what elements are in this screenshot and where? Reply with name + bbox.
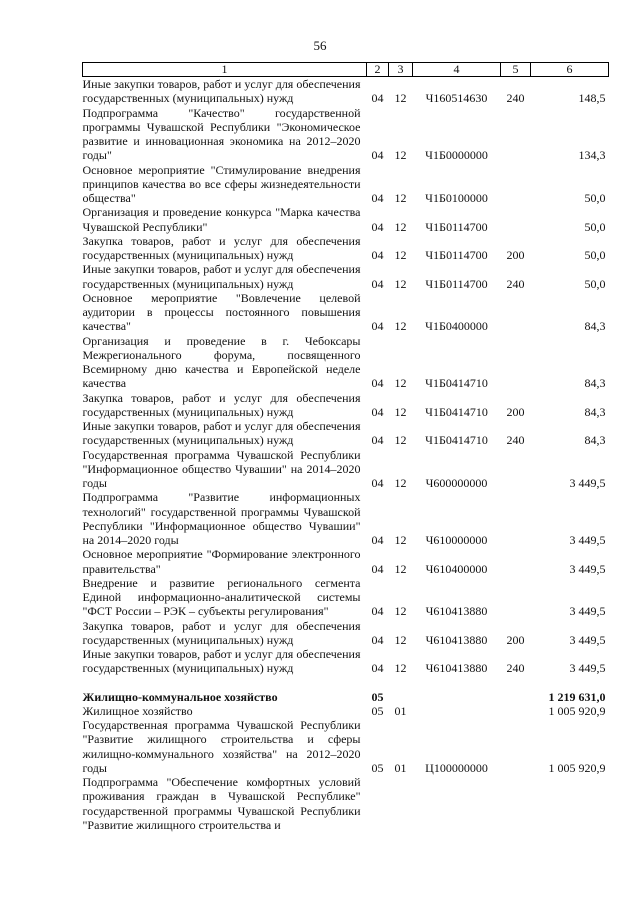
row-section: 04	[371, 148, 384, 163]
table-row	[83, 106, 609, 163]
row-section: 04	[371, 404, 384, 419]
row-subsection: 12	[394, 319, 407, 334]
row-target-article: Ч1Б0114700	[425, 219, 488, 234]
row-subsection: 12	[394, 404, 407, 419]
row-description: Иные закупки товаров, работ и услуг для обеспечения государственных (муниципальных) нужд	[82, 647, 361, 676]
row-amount: 50,0	[584, 219, 606, 234]
row-target-article: Ч1Б0400000	[425, 319, 488, 334]
row-description: Подпрограмма "Развитие информационных технологий" государственной программы Чувашской Республики "Информационное общество Чувашии" на 2014–2020 годы	[82, 490, 361, 547]
row-description: Закупка товаров, работ и услуг для обеспечения государственных (муниципальных) нужд	[82, 618, 361, 647]
table-row	[83, 490, 609, 547]
page-number: 56	[313, 38, 327, 53]
row-subsection	[389, 690, 413, 704]
row-section: 04	[371, 248, 384, 262]
table-row	[83, 419, 609, 448]
row-target-article: Ч1Б0414710	[425, 404, 488, 419]
row-expense-type	[501, 205, 531, 234]
row-section: 04	[371, 433, 384, 448]
row-section	[367, 775, 389, 832]
table-row	[83, 291, 609, 334]
row-target-article: Ч1Б0414710	[425, 433, 488, 448]
row-target-article: Ч1Б0114700	[425, 248, 488, 262]
table-row	[83, 647, 609, 676]
row-expense-type: 240	[506, 661, 525, 676]
table-row	[83, 718, 609, 775]
header-row	[83, 63, 609, 77]
row-section: 04	[371, 219, 384, 234]
row-description: Организация и проведение конкурса "Марка качества Чувашской Республики"	[82, 205, 361, 234]
table-row	[83, 77, 609, 106]
row-expense-type	[501, 448, 531, 491]
row-target-article: Ч610400000	[425, 561, 488, 576]
row-description: Иные закупки товаров, работ и услуг для обеспечения государственных (муниципальных) нужд	[82, 419, 361, 448]
row-amount: 84,3	[584, 433, 606, 448]
row-subsection: 12	[394, 533, 407, 547]
row-description: Иные закупки товаров, работ и услуг для обеспечения государственных (муниципальных) нужд	[82, 262, 361, 291]
row-expense-type	[501, 690, 531, 704]
row-subsection: 12	[394, 91, 407, 106]
row-subsection: 12	[394, 148, 407, 163]
table-row	[83, 619, 609, 648]
table-row	[83, 234, 609, 263]
row-subsection	[389, 775, 413, 832]
row-amount	[531, 775, 609, 832]
col-header-subsection: 3	[389, 63, 413, 77]
row-section: 04	[371, 661, 384, 676]
row-amount: 84,3	[584, 404, 606, 419]
row-amount: 134,3	[578, 148, 606, 163]
row-description: Закупка товаров, работ и услуг для обеспечения государственных (муниципальных) нужд	[82, 233, 361, 262]
table-row	[83, 576, 609, 619]
row-amount: 148,5	[578, 91, 606, 106]
row-expense-type	[501, 547, 531, 576]
row-subsection: 12	[394, 604, 407, 619]
row-amount: 1 005 920,9	[548, 703, 606, 718]
row-amount: 1 219 631,0	[548, 689, 606, 704]
row-section: 05	[371, 703, 384, 718]
row-subsection: 12	[394, 661, 407, 676]
row-section: 04	[371, 533, 384, 547]
row-description: Основное мероприятие "Формирование электронного правительства"	[82, 547, 361, 576]
table-row	[83, 775, 609, 832]
row-amount: 3 449,5	[569, 661, 606, 676]
row-subsection: 12	[394, 191, 407, 205]
row-target-article: Ч1Б0414710	[425, 376, 488, 391]
row-expense-type	[501, 775, 531, 832]
row-section: 04	[371, 604, 384, 619]
row-target-article: Ц100000000	[425, 760, 488, 775]
row-description: Внедрение и развитие регионального сегмента Единой информационно-аналитической системы "ФСТ России – РЭК – субъекты регулирования"	[82, 575, 361, 619]
row-section: 04	[371, 191, 384, 205]
row-target-article: Ч610413880	[425, 632, 488, 647]
row-description: Иные закупки товаров, работ и услуг для обеспечения государственных (муниципальных) нужд	[82, 77, 361, 106]
row-description: Подпрограмма "Обеспечение комфортных условий проживания граждан в Чувашской Республике" государственной программы Чувашской Республики "Развитие жилищного строительства и	[82, 775, 361, 832]
row-amount: 84,3	[584, 319, 606, 334]
row-section: 04	[371, 561, 384, 576]
row-expense-type	[501, 718, 531, 775]
table-row	[83, 448, 609, 491]
row-expense-type	[501, 576, 531, 619]
col-header-name: 1	[83, 63, 367, 77]
row-subsection: 12	[394, 476, 407, 490]
row-subsection: 01	[394, 760, 407, 775]
row-section: 04	[371, 276, 384, 291]
row-amount: 50,0	[584, 191, 606, 205]
table-row	[83, 334, 609, 391]
row-subsection: 12	[394, 276, 407, 291]
row-subsection: 12	[394, 248, 407, 262]
row-expense-type: 240	[506, 91, 525, 106]
table-header	[83, 63, 609, 77]
row-expense-type: 200	[506, 404, 525, 419]
col-header-target-article: 4	[413, 63, 501, 77]
row-description: Жилищное хозяйство	[82, 703, 193, 718]
row-description: Основное мероприятие "Вовлечение целевой аудитории в процессы постоянного повышения качества"	[82, 290, 361, 334]
row-subsection: 01	[394, 703, 407, 718]
row-expense-type	[501, 291, 531, 334]
row-section: 05	[371, 760, 384, 775]
budget-table	[82, 62, 609, 832]
row-amount: 50,0	[584, 276, 606, 291]
row-section: 04	[371, 91, 384, 106]
row-target-article: Ч1Б0100000	[425, 191, 488, 205]
row-subsection: 12	[394, 376, 407, 391]
row-amount: 3 449,5	[569, 632, 606, 647]
row-subsection: 12	[394, 561, 407, 576]
row-expense-type: 240	[506, 276, 525, 291]
col-header-expense-type: 5	[501, 63, 531, 77]
row-description: Жилищно-коммунальное хозяйство	[82, 689, 278, 704]
table-row	[83, 205, 609, 234]
row-amount: 84,3	[584, 376, 606, 391]
table-row	[83, 391, 609, 420]
table-row	[83, 690, 609, 704]
table-row	[83, 262, 609, 291]
row-section: 04	[371, 376, 384, 391]
row-amount: 3 449,5	[569, 533, 606, 547]
row-target-article: Ч1Б0114700	[425, 276, 488, 291]
row-description: Закупка товаров, работ и услуг для обеспечения государственных (муниципальных) нужд	[82, 390, 361, 419]
row-expense-type	[501, 704, 531, 718]
row-amount: 50,0	[584, 248, 606, 262]
row-expense-type: 200	[506, 632, 525, 647]
row-section: 04	[371, 319, 384, 334]
table-row	[83, 547, 609, 576]
col-header-section: 2	[367, 63, 389, 77]
row-expense-type	[501, 334, 531, 391]
row-target-article	[413, 775, 501, 832]
row-subsection: 12	[394, 219, 407, 234]
row-expense-type: 200	[506, 248, 525, 262]
table-row	[83, 704, 609, 718]
row-description: Основное мероприятие "Стимулирование внедрения принципов качества во все сферы жизнедеятельности общества"	[82, 162, 361, 205]
row-target-article	[413, 690, 501, 704]
row-expense-type	[501, 163, 531, 206]
row-description: Государственная программа Чувашской Республики "Развитие жилищного строительства и сферы жилищно-коммунального хозяйства" на 2012–2020 годы	[82, 718, 361, 775]
row-amount: 3 449,5	[569, 561, 606, 576]
row-target-article: Ч610413880	[425, 604, 488, 619]
row-expense-type	[501, 106, 531, 163]
row-subsection: 12	[394, 433, 407, 448]
row-amount: 3 449,5	[569, 604, 606, 619]
row-target-article: Ч610413880	[425, 661, 488, 676]
spacer-cell	[83, 676, 609, 690]
row-target-article: Ч600000000	[425, 476, 488, 490]
table-spacer-row	[83, 676, 609, 690]
row-expense-type: 240	[506, 433, 525, 448]
row-subsection: 12	[394, 632, 407, 647]
row-expense-type	[501, 490, 531, 547]
row-target-article: Ч610000000	[425, 533, 488, 547]
row-section: 04	[371, 632, 384, 647]
row-amount: 1 005 920,9	[548, 760, 606, 775]
row-target-article	[413, 704, 501, 718]
row-target-article: Ч160514630	[425, 91, 488, 106]
row-amount: 3 449,5	[569, 476, 606, 490]
row-description: Подпрограмма "Качество" государственной программы Чувашской Республики "Экономическое развитие и инновационная экономика на 2012–2020 годы"	[82, 105, 361, 163]
col-header-amount: 6	[531, 63, 609, 77]
row-section: 04	[371, 476, 384, 490]
row-target-article: Ч1Б0000000	[425, 148, 488, 163]
row-description: Государственная программа Чувашской Республики "Информационное общество Чувашии" на 2014–2020 годы	[82, 447, 361, 490]
table-body	[83, 77, 609, 833]
row-section: 05	[371, 689, 384, 704]
table-row	[83, 163, 609, 206]
row-description: Организация и проведение в г. Чебоксары Межрегионального форума, посвященного Всемирному дню качества и Европейской неделе качества	[82, 333, 361, 391]
